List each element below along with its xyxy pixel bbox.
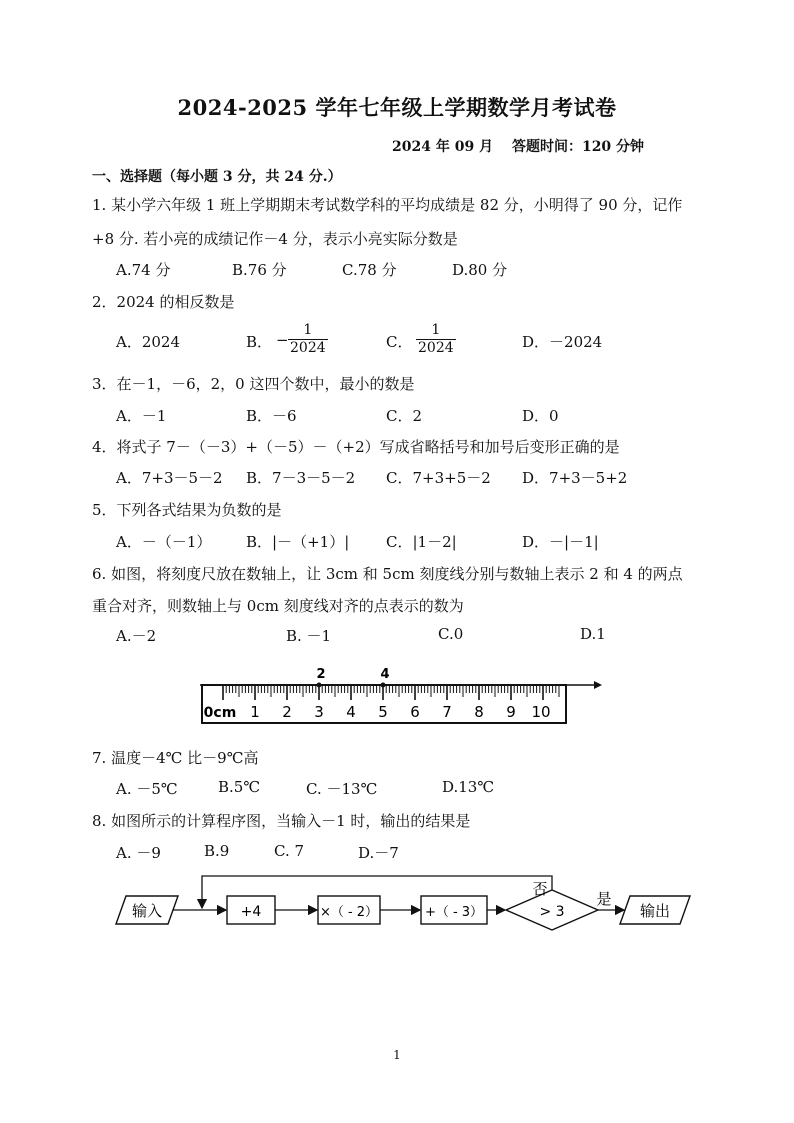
flow-step-times-label: ×（ - 2） [319, 905, 379, 920]
q2-b-numerator: 1 [303, 322, 313, 338]
q2-option-c: C． [386, 333, 413, 351]
q5-option-d: D．－|－1| [522, 533, 599, 551]
q1-option-d: D.80 分 [452, 261, 508, 279]
exam-meta [392, 136, 658, 156]
q4-option-a: A．7+3－5－2 [116, 469, 223, 487]
q3-option-d: D．0 [522, 407, 559, 425]
q6-line2: 重合对齐，则数轴上与 0cm 刻度线对齐的点表示的数为 [92, 597, 464, 615]
q5-line1: 5．下列各式结果为负数的是 [92, 501, 282, 519]
q2-option-c-fraction [416, 322, 456, 357]
flow-step-plus-label: +（ - 3） [424, 905, 484, 920]
section-heading: 一、选择题（每小题 3 分，共 24 分.） [92, 169, 342, 185]
ruler-label-5: 5 [378, 703, 388, 721]
q4-line1: 4．将式子 7－（－3）+（－5）－（+2）写成省略括号和加号后变形正确的是 [92, 438, 620, 456]
ruler-label-10: 10 [531, 703, 551, 721]
axis-label-2: 2 [316, 667, 326, 682]
q2-option-b: B． [246, 333, 273, 351]
ruler-ticks [223, 685, 559, 700]
ruler-label-4: 4 [346, 703, 356, 721]
q5-option-b: B．|－（+1）| [246, 533, 350, 551]
flow-output-label: 输出 [639, 902, 671, 920]
q1-option-b: B.76 分 [232, 261, 287, 279]
axis-point-2 [317, 683, 322, 688]
q6-option-c: C.0 [438, 625, 464, 643]
ruler-label-8: 8 [474, 703, 484, 721]
q1-line1: 1. 某小学六年级 1 班上学期期末考试数学科的平均成绩是 82 分，小明得了 90 分，记作 [92, 196, 683, 214]
flow-condition-label: > 3 [539, 904, 565, 920]
q7-option-a: A. －5℃ [116, 780, 178, 798]
ruler-label-0: 0cm [203, 705, 237, 721]
ruler-label-7: 7 [442, 703, 452, 721]
q2-c-denominator: 2024 [418, 340, 454, 356]
q7-option-c: C. －13℃ [306, 780, 378, 798]
q7-option-b: B.5℃ [218, 778, 261, 796]
q6-option-d: D.1 [580, 625, 606, 643]
flow-yes-label: 是 [596, 890, 612, 908]
q3-option-b: B．－6 [246, 407, 297, 425]
ruler-figure [190, 660, 610, 730]
ruler-label-1: 1 [250, 703, 260, 721]
q1-option-c: C.78 分 [342, 261, 397, 279]
axis-arrow [594, 681, 602, 689]
page-number: 1 [393, 1048, 401, 1062]
q2-line1: 2．2024 的相反数是 [92, 293, 235, 311]
q2-b-denominator: 2024 [290, 340, 326, 356]
exam-title: 2024-2025 学年七年级上学期数学月考试卷 [177, 95, 617, 120]
q5-option-a: A．－（－1） [116, 533, 212, 551]
flow-step-add4-label: +4 [240, 904, 262, 920]
q4-option-c: C．7+3+5－2 [386, 469, 491, 487]
q2-option-b-fraction [288, 322, 328, 357]
q6-option-a: A.－2 [116, 627, 157, 645]
ruler-label-3: 3 [314, 703, 324, 721]
q6-line1: 6. 如图，将刻度尺放在数轴上，让 3cm 和 5cm 刻度线分别与数轴上表示 2 和 4 的两点 [92, 565, 683, 583]
q1-line2: +8 分. 若小亮的成绩记作－4 分，表示小亮实际分数是 [92, 230, 458, 248]
q2-option-d: D．－2024 [522, 333, 603, 351]
q8-option-a: A. －9 [116, 844, 161, 862]
q5-option-c: C．|1－2| [386, 533, 457, 551]
q8-option-d: D.－7 [358, 844, 399, 862]
q4-option-d: D．7+3－5+2 [522, 469, 628, 487]
q3-line1: 3．在－1，－6，2，0 这四个数中，最小的数是 [92, 375, 415, 393]
q4-option-b: B．7－3－5－2 [246, 469, 356, 487]
axis-point-4 [381, 683, 386, 688]
q2-option-a: A．2024 [116, 333, 181, 351]
flow-no-label: 否 [532, 880, 548, 898]
q7-line1: 7. 温度－4℃ 比－9℃高 [92, 749, 259, 767]
exam-date: 2024 年 09 月 [392, 139, 494, 155]
flow-input-label: 输入 [131, 902, 163, 920]
q8-line1: 8. 如图所示的计算程序图，当输入－1 时，输出的结果是 [92, 812, 471, 830]
q2-option-b-sign: − [276, 331, 289, 349]
ruler-label-2: 2 [282, 703, 292, 721]
q8-option-c: C. 7 [274, 842, 305, 860]
q8-option-b: B.9 [204, 842, 230, 860]
q3-option-a: A．－1 [116, 407, 167, 425]
axis-label-4: 4 [380, 667, 390, 682]
q1-option-a: A.74 分 [116, 261, 171, 279]
q7-option-d: D.13℃ [442, 778, 495, 796]
q3-option-c: C．2 [386, 407, 423, 425]
q6-option-b: B. －1 [286, 627, 332, 645]
ruler-label-6: 6 [410, 703, 420, 721]
q2-c-numerator: 1 [431, 322, 441, 338]
exam-duration: 答题时间：120 分钟 [511, 139, 645, 155]
ruler-label-9: 9 [506, 703, 516, 721]
flowchart-figure [0, 868, 794, 940]
